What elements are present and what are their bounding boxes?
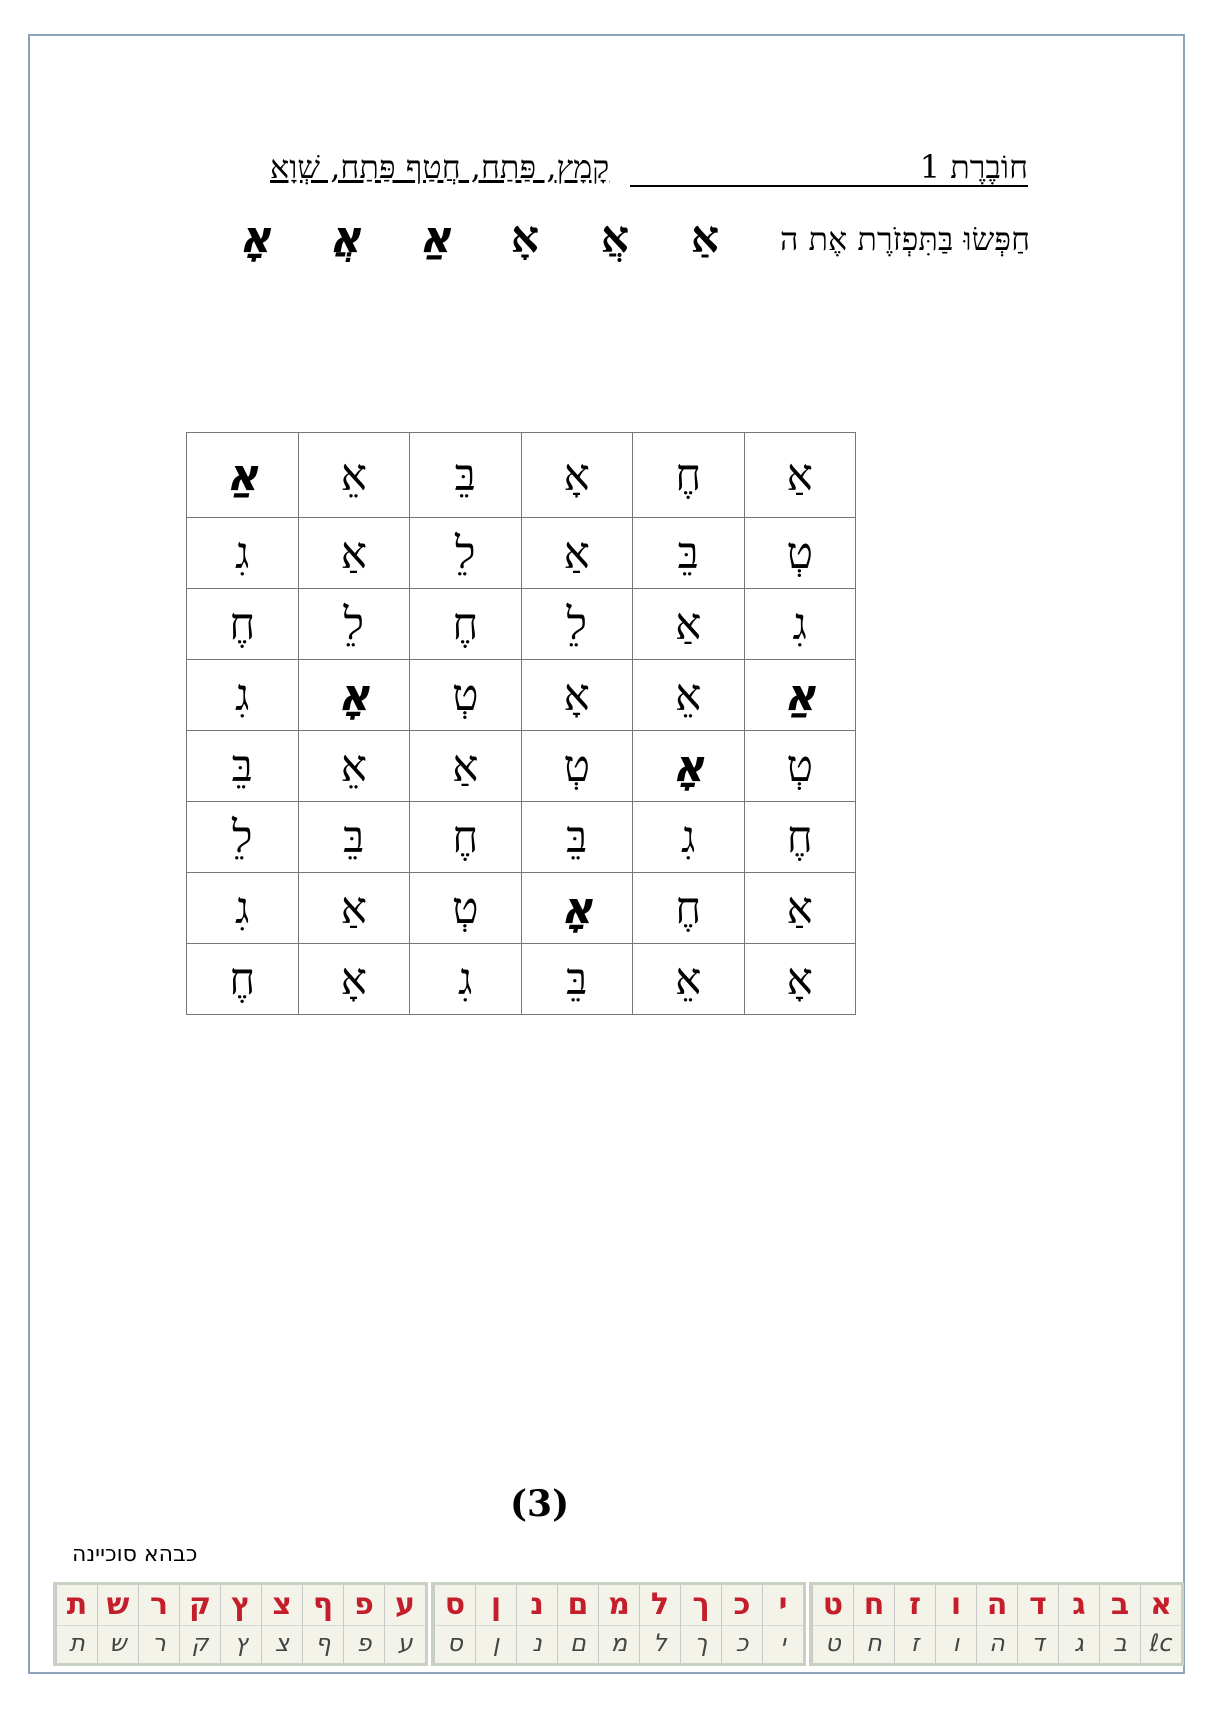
grid-cell[interactable]: בֵּ bbox=[187, 731, 299, 802]
grid-cell[interactable]: אֵ bbox=[633, 660, 745, 731]
alphabet-letter bbox=[976, 1585, 1017, 1663]
grid-cell[interactable]: חֶ bbox=[410, 802, 521, 873]
target-letter: אָ bbox=[510, 212, 540, 263]
grid-row bbox=[187, 660, 856, 731]
grid-cell[interactable]: בֵּ bbox=[410, 433, 521, 518]
grid-cell[interactable]: אָ bbox=[298, 660, 410, 731]
alphabet-letter bbox=[894, 1585, 935, 1663]
grid-cell[interactable]: אַ bbox=[744, 660, 856, 731]
task-row bbox=[225, 212, 1030, 272]
grid-cell[interactable]: אָ bbox=[521, 433, 633, 518]
cursive-letter: ג bbox=[1059, 1625, 1099, 1660]
grid-cell[interactable]: חֶ bbox=[633, 873, 745, 944]
author-name: כבהא סוכיינה bbox=[72, 1542, 198, 1567]
print-letter: ח bbox=[863, 1587, 885, 1622]
alphabet-group bbox=[431, 1582, 806, 1666]
cursive-letter: ז bbox=[895, 1625, 935, 1660]
print-letter: ט bbox=[822, 1587, 844, 1622]
grid-cell[interactable]: חֶ bbox=[187, 944, 299, 1015]
grid-cell[interactable]: אָ bbox=[521, 873, 633, 944]
print-letter: ל bbox=[650, 1587, 670, 1622]
alphabet-letter bbox=[384, 1585, 425, 1663]
page-number: (3) bbox=[510, 1483, 570, 1525]
print-letter: ק bbox=[188, 1587, 212, 1622]
alphabet-letter bbox=[475, 1585, 516, 1663]
print-letter: נ bbox=[530, 1587, 544, 1622]
cursive-letter: נ bbox=[517, 1625, 557, 1660]
grid-cell[interactable]: חֶ bbox=[633, 433, 745, 518]
alphabet-letter bbox=[302, 1585, 343, 1663]
print-letter: פ bbox=[354, 1587, 374, 1622]
print-letter: ם bbox=[567, 1587, 589, 1622]
cursive-letter: כ bbox=[722, 1625, 762, 1660]
alphabet-strip bbox=[32, 1582, 1184, 1666]
grid-cell[interactable]: אַ bbox=[744, 433, 856, 518]
alphabet-group bbox=[809, 1582, 1184, 1666]
print-letter: כ bbox=[733, 1587, 751, 1622]
print-letter: ך bbox=[692, 1587, 710, 1622]
grid-cell[interactable]: בֵּ bbox=[521, 802, 633, 873]
alphabet-letter bbox=[812, 1585, 853, 1663]
print-letter: ש bbox=[106, 1587, 130, 1622]
grid-cell[interactable]: גִ bbox=[744, 589, 856, 660]
grid-cell[interactable]: אַ bbox=[298, 518, 410, 589]
target-letter-script: אָ bbox=[238, 212, 272, 263]
grid-cell[interactable]: אַ bbox=[521, 518, 633, 589]
cursive-letter: ץ bbox=[221, 1625, 261, 1660]
grid-cell[interactable]: לֵ bbox=[298, 589, 410, 660]
alphabet-letter bbox=[1099, 1585, 1140, 1663]
cursive-letter: ת bbox=[57, 1625, 97, 1660]
alphabet-letter bbox=[680, 1585, 721, 1663]
grid-cell[interactable]: גִ bbox=[187, 518, 299, 589]
lesson-subtitle: קָמָץ, פַּתַח, חֲטַף פַּתַח, שְׁוָא bbox=[270, 148, 610, 186]
grid-row bbox=[187, 518, 856, 589]
print-letter: מ bbox=[608, 1587, 630, 1622]
print-letter: ת bbox=[66, 1587, 88, 1622]
grid-cell[interactable]: גִ bbox=[187, 873, 299, 944]
grid-cell[interactable]: אֵ bbox=[298, 731, 410, 802]
cursive-letter: ל bbox=[640, 1625, 680, 1660]
print-letter: ר bbox=[149, 1587, 169, 1622]
grid-cell[interactable]: בֵּ bbox=[298, 802, 410, 873]
cursive-letter: ח bbox=[854, 1625, 894, 1660]
cursive-letter: ק bbox=[180, 1625, 220, 1660]
header-underline bbox=[630, 185, 1028, 187]
booklet-title: חוֹבֶרֶת 1 bbox=[919, 148, 1028, 186]
grid-cell[interactable]: בֵּ bbox=[633, 518, 745, 589]
grid-cell[interactable]: אַ bbox=[633, 589, 745, 660]
alphabet-letter bbox=[343, 1585, 384, 1663]
grid-cell[interactable]: אַ bbox=[187, 433, 299, 518]
print-letter: ס bbox=[444, 1587, 466, 1622]
cursive-letter: ם bbox=[558, 1625, 598, 1660]
target-letters bbox=[225, 212, 735, 263]
grid-cell[interactable]: חֶ bbox=[410, 589, 521, 660]
alphabet-letter bbox=[598, 1585, 639, 1663]
grid-cell[interactable]: לֵ bbox=[521, 589, 633, 660]
alphabet-letter bbox=[434, 1585, 475, 1663]
alphabet-letter bbox=[1017, 1585, 1058, 1663]
print-letter: ז bbox=[908, 1587, 921, 1622]
alphabet-letter bbox=[56, 1585, 97, 1663]
grid-row bbox=[187, 802, 856, 873]
cursive-letter: ף bbox=[303, 1625, 343, 1660]
cursive-letter: צ bbox=[262, 1625, 302, 1660]
alphabet-letter bbox=[97, 1585, 138, 1663]
grid-cell[interactable]: גִ bbox=[187, 660, 299, 731]
grid-cell[interactable]: לֵ bbox=[410, 518, 521, 589]
print-letter: ף bbox=[312, 1587, 334, 1622]
grid-cell[interactable]: אָ bbox=[633, 731, 745, 802]
alphabet-letter bbox=[1058, 1585, 1099, 1663]
cursive-letter: ס bbox=[435, 1625, 475, 1660]
cursive-letter: ש bbox=[98, 1625, 138, 1660]
cursive-letter: ט bbox=[813, 1625, 853, 1660]
instruction-text: חַפְּשׂוּ בַּתִּפְזֹרֶת אֶת ה bbox=[779, 220, 1030, 258]
grid-cell[interactable]: אֵ bbox=[298, 433, 410, 518]
cursive-letter: ד bbox=[1018, 1625, 1058, 1660]
worksheet-header bbox=[270, 148, 1028, 188]
alphabet-group bbox=[53, 1582, 428, 1666]
grid-cell[interactable]: בֵּ bbox=[521, 944, 633, 1015]
alphabet-letter bbox=[516, 1585, 557, 1663]
grid-row bbox=[187, 433, 856, 518]
alphabet-letter bbox=[179, 1585, 220, 1663]
grid-row bbox=[187, 731, 856, 802]
grid-cell[interactable]: טְ bbox=[744, 731, 856, 802]
grid-cell[interactable]: אַ bbox=[410, 731, 521, 802]
alphabet-letter bbox=[220, 1585, 261, 1663]
print-letter: ן bbox=[490, 1587, 502, 1622]
alphabet-letter bbox=[1140, 1585, 1181, 1663]
cursive-letter: ר bbox=[139, 1625, 179, 1660]
alphabet-letter bbox=[138, 1585, 179, 1663]
grid-cell[interactable]: לֵ bbox=[187, 802, 299, 873]
cursive-letter: ע bbox=[385, 1625, 425, 1660]
grid-row bbox=[187, 944, 856, 1015]
alphabet-letter bbox=[557, 1585, 598, 1663]
cursive-letter: פ bbox=[344, 1625, 384, 1660]
grid-cell[interactable]: גִ bbox=[633, 802, 745, 873]
print-letter: ג bbox=[1072, 1587, 1086, 1622]
alphabet-letter bbox=[935, 1585, 976, 1663]
cursive-letter: י bbox=[763, 1625, 803, 1660]
print-letter: ה bbox=[986, 1587, 1008, 1622]
grid-row bbox=[187, 589, 856, 660]
alphabet-letter bbox=[762, 1585, 803, 1663]
grid-row bbox=[187, 873, 856, 944]
alphabet-letter bbox=[853, 1585, 894, 1663]
cursive-letter: ב bbox=[1100, 1625, 1140, 1660]
cursive-letter: ן bbox=[476, 1625, 516, 1660]
grid-cell[interactable]: טְ bbox=[410, 660, 521, 731]
print-letter: ע bbox=[395, 1587, 415, 1622]
grid-cell[interactable]: אָ bbox=[744, 944, 856, 1015]
print-letter: א bbox=[1150, 1587, 1172, 1622]
grid-cell[interactable]: אֵ bbox=[633, 944, 745, 1015]
cursive-letter: מ bbox=[599, 1625, 639, 1660]
alphabet-letter bbox=[639, 1585, 680, 1663]
target-letter-script: אַ bbox=[418, 212, 452, 263]
print-letter: ב bbox=[1110, 1587, 1130, 1622]
cursive-letter: ℓc bbox=[1141, 1625, 1181, 1660]
target-letter: אַ bbox=[690, 212, 720, 263]
grid-cell[interactable]: טְ bbox=[744, 518, 856, 589]
print-letter: ו bbox=[950, 1587, 962, 1622]
cursive-letter: ך bbox=[681, 1625, 721, 1660]
grid-cell[interactable]: אָ bbox=[521, 660, 633, 731]
print-letter: צ bbox=[272, 1587, 292, 1622]
grid-cell[interactable]: טְ bbox=[410, 873, 521, 944]
grid-cell[interactable]: גִ bbox=[410, 944, 521, 1015]
cursive-letter: ה bbox=[977, 1625, 1017, 1660]
print-letter: ץ bbox=[231, 1587, 251, 1622]
print-letter: י bbox=[778, 1587, 788, 1622]
letter-search-grid bbox=[186, 432, 856, 1015]
grid-cell[interactable]: חֶ bbox=[744, 802, 856, 873]
target-letter-script: אֲ bbox=[328, 212, 362, 263]
print-letter: ד bbox=[1029, 1587, 1047, 1622]
target-letter: אֲ bbox=[600, 212, 630, 263]
grid-cell[interactable]: אָ bbox=[298, 944, 410, 1015]
grid-cell[interactable]: אַ bbox=[298, 873, 410, 944]
alphabet-letter bbox=[261, 1585, 302, 1663]
cursive-letter: ו bbox=[936, 1625, 976, 1660]
grid-cell[interactable]: חֶ bbox=[187, 589, 299, 660]
alphabet-letter bbox=[721, 1585, 762, 1663]
grid-cell[interactable]: טְ bbox=[521, 731, 633, 802]
grid-cell[interactable]: אַ bbox=[744, 873, 856, 944]
